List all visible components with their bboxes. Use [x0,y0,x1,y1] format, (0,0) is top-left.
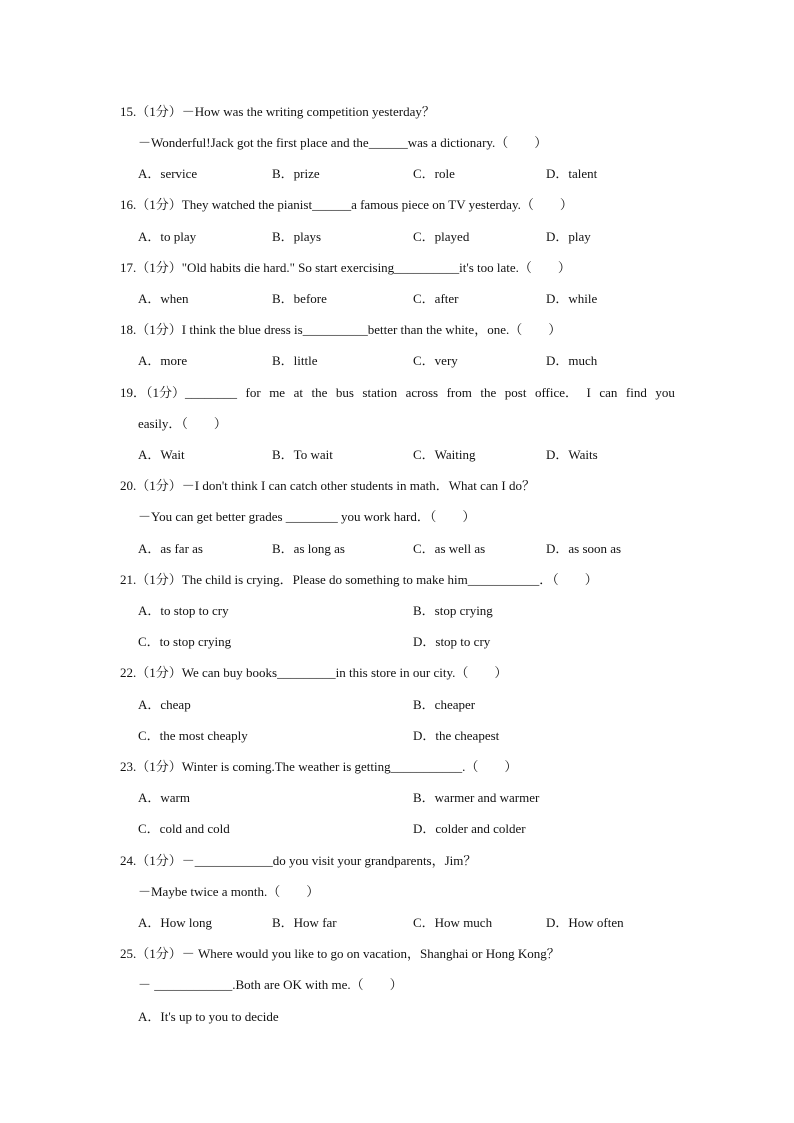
q23-option-c: C．cold and cold [138,821,230,836]
q21-option-a: A．to stop to cry [138,603,229,618]
q20-option-d: D．as soon as [546,541,622,556]
q15-option-c: C．role [413,166,455,181]
question-17-stem: 17.（1分）"Old habits die hard." So start exercising__________it's too late.（ ） [120,260,571,275]
question-16-stem: 16.（1分）They watched the pianist______a famous piece on TV yesterday.（ ） [120,197,573,212]
q19-option-b: B．To wait [272,447,333,462]
q19-word: station [362,385,398,400]
q17-option-c: C．after [413,291,459,306]
q18-option-d: D．much [546,353,598,368]
question-20-line2: －You can get better grades ________ you work hard．（ ） [138,509,476,524]
q19-word: 19．（1分）________ [120,385,238,400]
q19-word: can [599,385,618,400]
question-18-stem: 18.（1分）I think the blue dress is__________better than the white，one.（ ） [120,322,562,337]
q19-word: the [480,385,497,400]
q18-option-c: C．very [413,353,458,368]
q19-word: post [504,385,527,400]
q23-option-a: A．warm [138,790,190,805]
q23-option-d: D．colder and colder [413,821,526,836]
q16-option-d: D．play [546,229,591,244]
q24-option-d: D．How often [546,915,624,930]
question-24-line2: －Maybe twice a month.（ ） [138,884,320,899]
q19-word: across [405,385,439,400]
q24-option-b: B．How far [272,915,337,930]
q20-option-b: B．as long as [272,541,345,556]
q18-option-a: A．more [138,353,188,368]
q16-option-c: C．played [413,229,470,244]
q19-word: the [311,385,328,400]
question-15-stem: 15.（1分）－How was the writing competition yesterday？ [120,104,435,119]
q22-option-c: C．the most cheaply [138,728,248,743]
q19-word: for [245,385,261,400]
q22-option-b: B．cheaper [413,697,476,712]
q19-word: I [586,385,591,400]
q19-word: bus [335,385,354,400]
question-25-line2: － ____________.Both are OK with me.（ ） [138,977,403,992]
question-22-stem: 22.（1分）We can buy books_________in this store in our city.（ ） [120,665,508,680]
question-25-stem: 25.（1分）－ Where would you like to go on vacation，Shanghai or Hong Kong？ [120,946,560,961]
q19-option-a: A．Wait [138,447,185,462]
q22-option-a: A．cheap [138,697,191,712]
question-19-stem [120,385,675,401]
q19-option-d: D．Waits [546,447,598,462]
q21-option-d: D．stop to cry [413,634,491,649]
q19-option-c: C．Waiting [413,447,476,462]
question-24-stem: 24.（1分）－____________do you visit your grandparents，Jim？ [120,853,477,868]
q17-option-d: D．while [546,291,598,306]
q16-option-b: B．plays [272,229,322,244]
q21-option-b: B．stop crying [413,603,493,618]
q17-option-b: B．before [272,291,327,306]
q20-option-a: A．as far as [138,541,203,556]
question-15-line2: －Wonderful!Jack got the first place and the______was a dictionary.（ ） [138,135,548,150]
q19-word: me [269,385,286,400]
q18-option-b: B．little [272,353,318,368]
q25-option-a: A．It's up to you to decide [138,1009,279,1024]
q19-word: find [625,385,647,400]
q19-word: from [446,385,472,400]
q16-option-a: A．to play [138,229,197,244]
q24-option-a: A．How long [138,915,213,930]
q24-option-c: C．How much [413,915,493,930]
q15-option-b: B．prize [272,166,320,181]
q17-option-a: A．when [138,291,189,306]
q19-word: you [655,385,675,400]
question-21-stem: 21.（1分）The child is crying．Please do something to make him___________．（ ） [120,572,598,587]
q19-word: at [293,385,303,400]
q19-word: office． [534,385,579,400]
q15-option-d: D．talent [546,166,598,181]
q20-option-c: C．as well as [413,541,486,556]
question-23-stem: 23.（1分）Winter is coming.The weather is getting___________.（ ） [120,759,518,774]
q21-option-c: C．to stop crying [138,634,232,649]
q23-option-b: B．warmer and warmer [413,790,540,805]
q22-option-d: D．the cheapest [413,728,500,743]
question-20-stem: 20.（1分）－I don't think I can catch other students in math．What can I do？ [120,478,535,493]
q15-option-a: A．service [138,166,198,181]
question-19-line2: easily．（ ） [138,416,227,431]
